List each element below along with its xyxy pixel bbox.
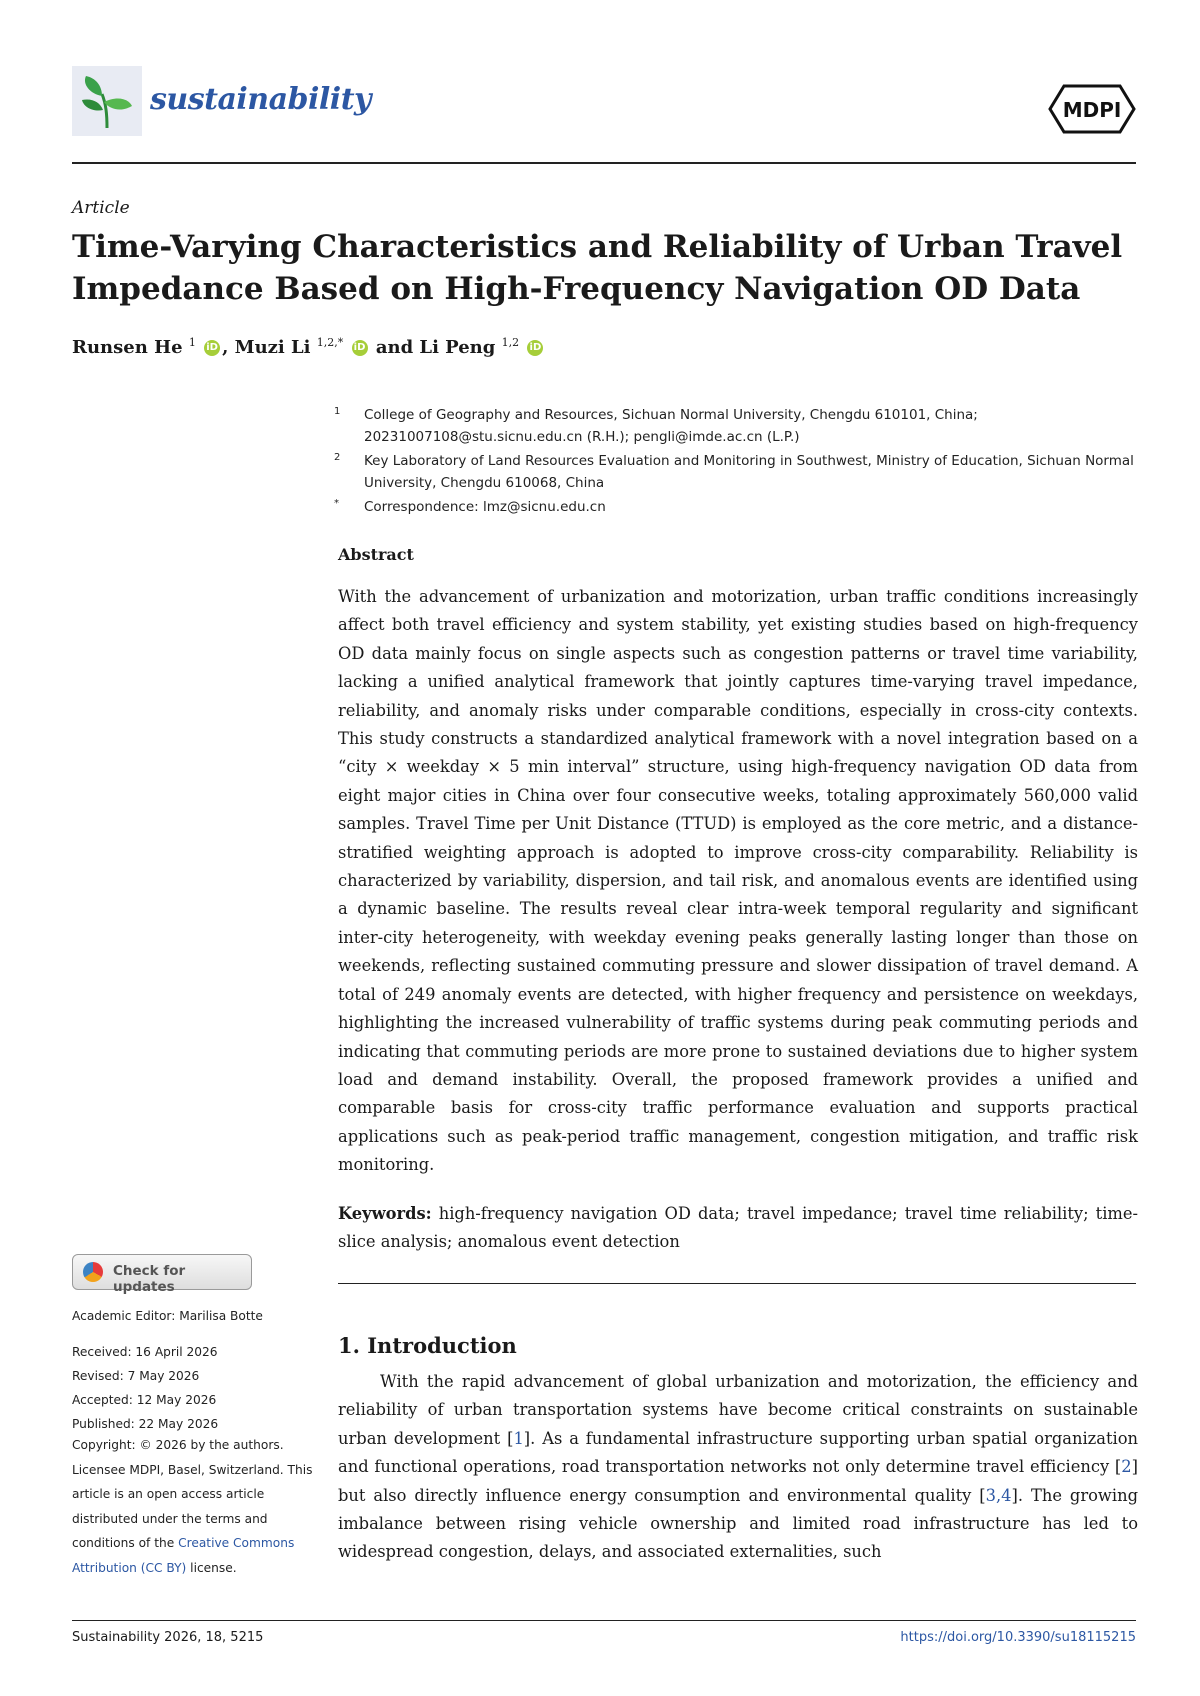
intro-paragraph: With the rapid advancement of global urbanization and motorization, the efficiency and reliability of urban transportation systems have become critical constraints on sustainable urban development [1]. As a fundamental infrastructure supporting urban spatial organization and functional operations, road transportation networks not only determine travel efficiency [2] but also directly influence energy consumption and environmental quality [3,4]. The growing imbalance between rising vehicle ownership and limited road infrastructure has led to widespread congestion, delays, and associated externalities, such bbox=[338, 1372, 1138, 1562]
journal-citation: Sustainability 2026, 18, 5215 bbox=[72, 1630, 264, 1645]
orcid-icon[interactable]: iD bbox=[527, 340, 543, 356]
orcid-icon[interactable]: iD bbox=[204, 340, 220, 356]
doi-link[interactable]: https://doi.org/10.3390/su18115215 bbox=[900, 1630, 1136, 1645]
footer-divider bbox=[72, 1620, 1136, 1621]
mdpi-logo bbox=[1044, 84, 1136, 134]
check-updates-button[interactable]: Check for updates bbox=[72, 1254, 252, 1290]
author-name[interactable]: Li Peng bbox=[419, 337, 496, 358]
academic-editor: Academic Editor: Marilisa Botte bbox=[72, 1309, 263, 1323]
keywords-label: Keywords: bbox=[338, 1204, 432, 1223]
journal-logo bbox=[72, 66, 142, 136]
citation-link[interactable]: 1 bbox=[513, 1428, 524, 1448]
leaf-plant-icon bbox=[72, 66, 142, 136]
article-title: Time-Varying Characteristics and Reliability of Urban Travel Impedance Based on High-Frequency Navigation OD Data bbox=[72, 229, 1123, 307]
author-affil-sup: 1,2,* bbox=[316, 336, 344, 349]
orcid-icon[interactable]: iD bbox=[352, 340, 368, 356]
published-date: Published: 22 May 2026 bbox=[72, 1417, 219, 1431]
author-name[interactable]: Muzi Li bbox=[234, 337, 311, 358]
author-affil-sup: 1 bbox=[188, 336, 196, 349]
revised-date: Revised: 7 May 2026 bbox=[72, 1369, 200, 1383]
copyright-notice: Copyright: © 2026 by the authors. Licensee MDPI, Basel, Switzerland. This article is an open access article distributed under the terms and conditions of the Creative Commons Attribution (CC BY) license. bbox=[72, 1438, 313, 1575]
abstract-heading: Abstract bbox=[338, 545, 414, 564]
keywords-text: high-frequency navigation OD data; travel impedance; travel time reliability; time-slice analysis; anomalous event detection bbox=[338, 1204, 1138, 1252]
section-divider bbox=[338, 1283, 1136, 1284]
received-date: Received: 16 April 2026 bbox=[72, 1345, 218, 1359]
author-affil-sup: 1,2 bbox=[501, 336, 520, 349]
citation-link[interactable]: 2 bbox=[1121, 1457, 1132, 1477]
update-badge-icon bbox=[83, 1262, 103, 1282]
journal-name: sustainability bbox=[150, 82, 371, 117]
author-list: Runsen He $^1$ iD , Muzi Li $^{1,2,*}$ iD and Li Peng $^{1,2}$ iD bbox=[72, 336, 545, 358]
author-name[interactable]: Runsen He bbox=[72, 337, 183, 358]
citation-link[interactable]: 3,4 bbox=[985, 1485, 1012, 1505]
section-heading: 1. Introduction bbox=[338, 1333, 517, 1358]
article-type: Article bbox=[72, 198, 130, 218]
license-link[interactable]: Creative Commons Attribution (CC BY) bbox=[72, 1536, 295, 1575]
accepted-date: Accepted: 12 May 2026 bbox=[72, 1393, 217, 1407]
abstract-text: With the advancement of urbanization and motorization, urban traffic conditions increasingly affect both travel efficiency and system stability, yet existing studies based on high-frequency OD data mainly focus on single aspects such as congestion patterns or travel time variability, lacking a unified analytical framework that jointly captures time-varying travel impedance, reliability, and anomaly risks under comparable conditions, especially in cross-city contexts. This study constructs a standardized analytical framework with a novel integration based on a “city × weekday × 5 min interval” structure, using high-frequency navigation OD data from eight major cities in China over four consecutive weeks, totaling approximately 560,000 valid samples. Travel Time per Unit Distance (TTUD) is employed as the core metric, and a distance-stratified weighting approach is adopted to improve cross-city comparability. Reliability is characterized by variability, dispersion, and tail risk, and anomalous events are identified using a dynamic baseline. The results reveal clear intra-week temporal regularity and significant inter-city heterogeneity, with weekday evening peaks generally lasting longer than those on weekends, reflecting sustained commuting pressure and slower dissipation of travel demand. A total of 249 anomaly events are detected, with higher frequency and persistence on weekdays, highlighting the increased vulnerability of traffic systems during peak commuting periods and indicating that commuting periods are more prone to sustained deviations due to higher system load and demand instability. Overall, the proposed framework provides a unified and comparable basis for cross-city traffic performance evaluation and supports practical applications such as peak-period traffic management, congestion mitigation, and traffic risk monitoring. bbox=[338, 587, 1138, 1175]
header-divider bbox=[72, 162, 1136, 164]
svg-text:MDPI: MDPI bbox=[1062, 98, 1122, 122]
keywords bbox=[338, 1200, 1138, 1257]
